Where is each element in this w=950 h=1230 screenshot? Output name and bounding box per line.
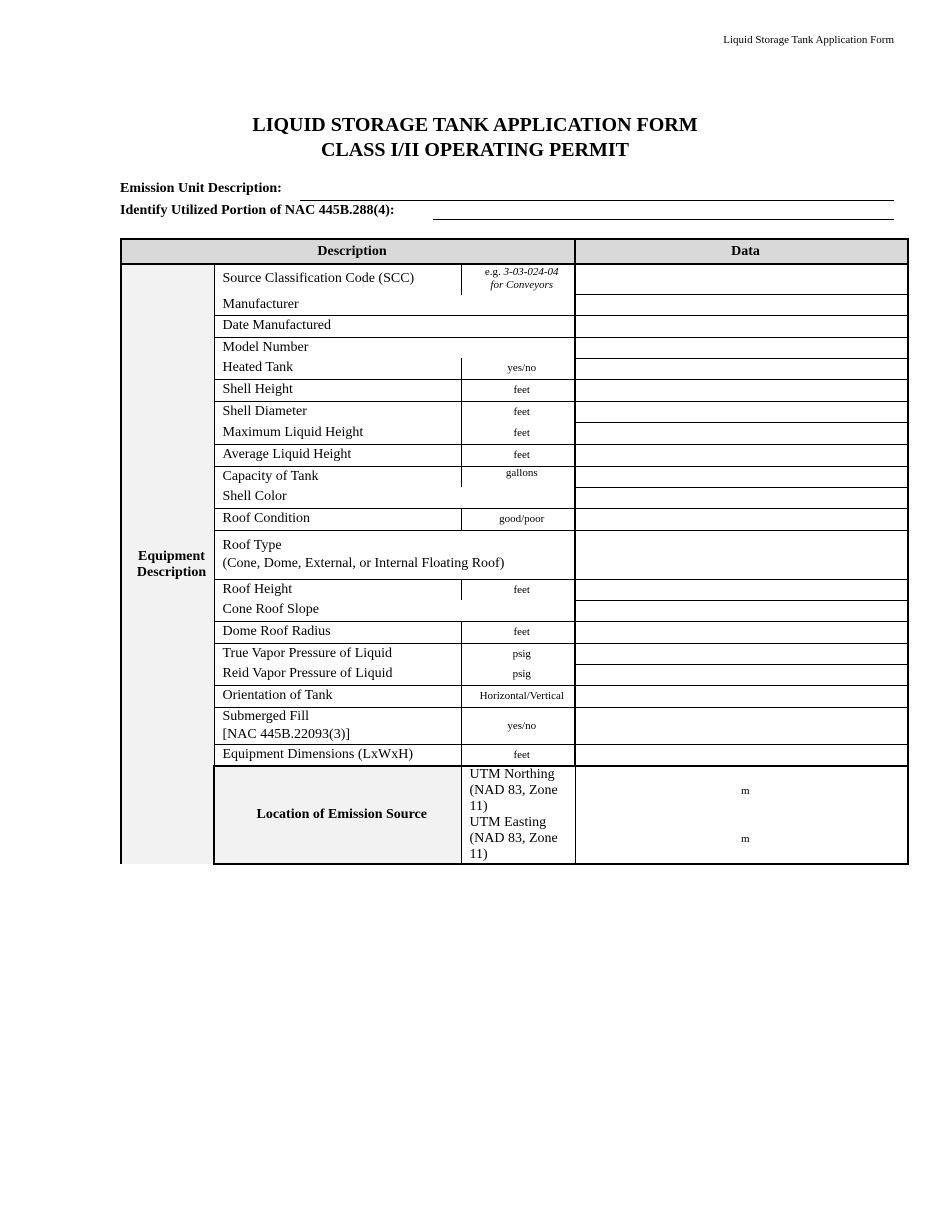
heated-tank-data-cell[interactable]: [575, 358, 908, 379]
roof-type-data-cell[interactable]: [575, 530, 908, 579]
roof-type-line-1: Roof Type: [222, 537, 282, 553]
date-manufactured-data-cell[interactable]: [575, 315, 908, 337]
model-number-label: Model Number: [214, 337, 575, 358]
avg-liquid-height-data-cell[interactable]: [575, 444, 908, 466]
equipment-description-group: Equipment Description: [121, 264, 214, 864]
header-note: Liquid Storage Tank Application Form: [723, 34, 894, 46]
true-vapor-label: True Vapor Pressure of Liquid: [214, 643, 461, 664]
table-row: [121, 744, 908, 766]
orientation-label: Orientation of Tank: [214, 685, 461, 707]
table-row: [121, 579, 908, 600]
description-header: Description: [121, 239, 575, 264]
roof-height-label: Roof Height: [214, 579, 461, 600]
dimensions-unit: feet: [461, 744, 575, 766]
utm-easting-unit: m: [575, 815, 908, 864]
shell-diameter-data-cell[interactable]: [575, 401, 908, 422]
table-row: [121, 379, 908, 401]
submerged-fill-label: [214, 707, 461, 744]
dimensions-data-cell[interactable]: [575, 744, 908, 766]
table-row: [121, 337, 908, 358]
table-row: [121, 422, 908, 444]
heated-tank-unit: yes/no: [461, 358, 575, 379]
dimensions-label: Equipment Dimensions (LxWxH): [214, 744, 461, 766]
max-liquid-height-unit: feet: [461, 422, 575, 444]
shell-diameter-unit: feet: [461, 401, 575, 422]
shell-color-label: Shell Color: [222, 489, 287, 505]
manufacturer-label: Manufacturer: [222, 296, 299, 312]
true-vapor-unit: psig: [461, 643, 575, 664]
scc-data-cell[interactable]: [575, 264, 908, 294]
utm-northing-label: UTM Northing (NAD 83, Zone 11): [461, 766, 575, 815]
table-row: [121, 766, 908, 815]
emission-unit-input-line[interactable]: [300, 200, 894, 201]
table-row: [121, 294, 908, 315]
dome-roof-radius-data-cell[interactable]: [575, 621, 908, 643]
shell-height-data-cell[interactable]: [575, 379, 908, 401]
table-row: [121, 508, 908, 530]
utm-easting-label: UTM Easting (NAD 83, Zone 11): [461, 815, 575, 864]
table-row: [121, 444, 908, 466]
true-vapor-data-cell[interactable]: [575, 643, 908, 664]
roof-condition-unit: good/poor: [461, 508, 575, 530]
table-row: [121, 315, 908, 337]
location-group: Location of Emission Source: [214, 766, 461, 864]
table-row: [121, 664, 908, 685]
date-manufactured-label: Date Manufactured: [214, 315, 575, 337]
submerged-fill-unit: yes/no: [461, 707, 575, 744]
utm-northing-unit: m: [575, 766, 908, 815]
utilized-portion-label: Identify Utilized Portion of NAC 445B.288(4):: [120, 203, 395, 218]
roof-height-data-cell[interactable]: [575, 579, 908, 600]
heated-tank-label: Heated Tank: [222, 360, 294, 376]
avg-liquid-height-unit: feet: [461, 444, 575, 466]
roof-condition-data-cell[interactable]: [575, 508, 908, 530]
avg-liquid-height-label: Average Liquid Height: [214, 444, 461, 466]
shell-height-unit: feet: [461, 379, 575, 401]
dome-roof-radius-unit: feet: [461, 621, 575, 643]
shell-height-label: Shell Height: [214, 379, 461, 401]
scc-label: Source Classification Code (SCC): [222, 271, 415, 287]
table-row: [121, 487, 908, 508]
max-liquid-height-label: Maximum Liquid Height: [222, 424, 364, 440]
roof-height-unit: feet: [461, 579, 575, 600]
capacity-unit: gallons: [461, 466, 575, 487]
scc-unit-code: 3-03-024-04: [503, 266, 559, 279]
shell-diameter-label: Shell Diameter: [214, 401, 461, 422]
utilized-portion-input-line[interactable]: [433, 219, 894, 220]
table-row: [121, 264, 908, 294]
cone-roof-slope-label: Cone Roof Slope: [222, 602, 319, 618]
tank-form-table: [120, 238, 909, 865]
table-row: [121, 685, 908, 707]
max-liquid-height-data-cell[interactable]: [575, 422, 908, 444]
table-row: [121, 643, 908, 664]
table-row: [121, 621, 908, 643]
table-header-row: [121, 239, 908, 264]
manufacturer-data-cell[interactable]: [575, 294, 908, 315]
orientation-data-cell[interactable]: [575, 685, 908, 707]
page-title: [0, 113, 950, 163]
table-row: [121, 600, 908, 621]
dome-roof-radius-label: Dome Roof Radius: [214, 621, 461, 643]
table-row: [121, 466, 908, 487]
reid-vapor-label: Reid Vapor Pressure of Liquid: [222, 666, 393, 682]
reid-vapor-data-cell[interactable]: [575, 664, 908, 685]
reid-vapor-unit: psig: [461, 664, 575, 685]
submerged-fill-line-1: Submerged Fill: [222, 708, 309, 724]
shell-color-data-cell[interactable]: [575, 487, 908, 508]
roof-condition-label: Roof Condition: [214, 508, 461, 530]
capacity-label: Capacity of Tank: [214, 466, 461, 487]
roof-type-label: [214, 530, 575, 579]
scc-unit-prefix: e.g.: [484, 266, 504, 279]
orientation-unit: Horizontal/Vertical: [461, 685, 575, 707]
submerged-fill-data-cell[interactable]: [575, 707, 908, 744]
table-row: [121, 401, 908, 422]
scc-unit: [461, 264, 575, 294]
table-row: [121, 358, 908, 379]
emission-unit-label: Emission Unit Description:: [120, 181, 282, 196]
capacity-data-cell[interactable]: [575, 466, 908, 487]
table-row: [121, 707, 908, 744]
data-header: Data: [575, 239, 908, 264]
submerged-fill-line-2: [NAC 445B.22093(3)]: [222, 726, 351, 742]
title-line-2: CLASS I/II OPERATING PERMIT: [320, 139, 630, 161]
scc-unit-suffix: for Conveyors: [490, 279, 554, 292]
table-row: [121, 530, 908, 579]
title-line-1: LIQUID STORAGE TANK APPLICATION FORM: [252, 114, 698, 136]
cone-roof-slope-data-cell[interactable]: [575, 600, 908, 621]
roof-type-line-2: (Cone, Dome, External, or Internal Floating Roof): [222, 555, 505, 571]
model-number-data-cell[interactable]: [575, 337, 908, 358]
